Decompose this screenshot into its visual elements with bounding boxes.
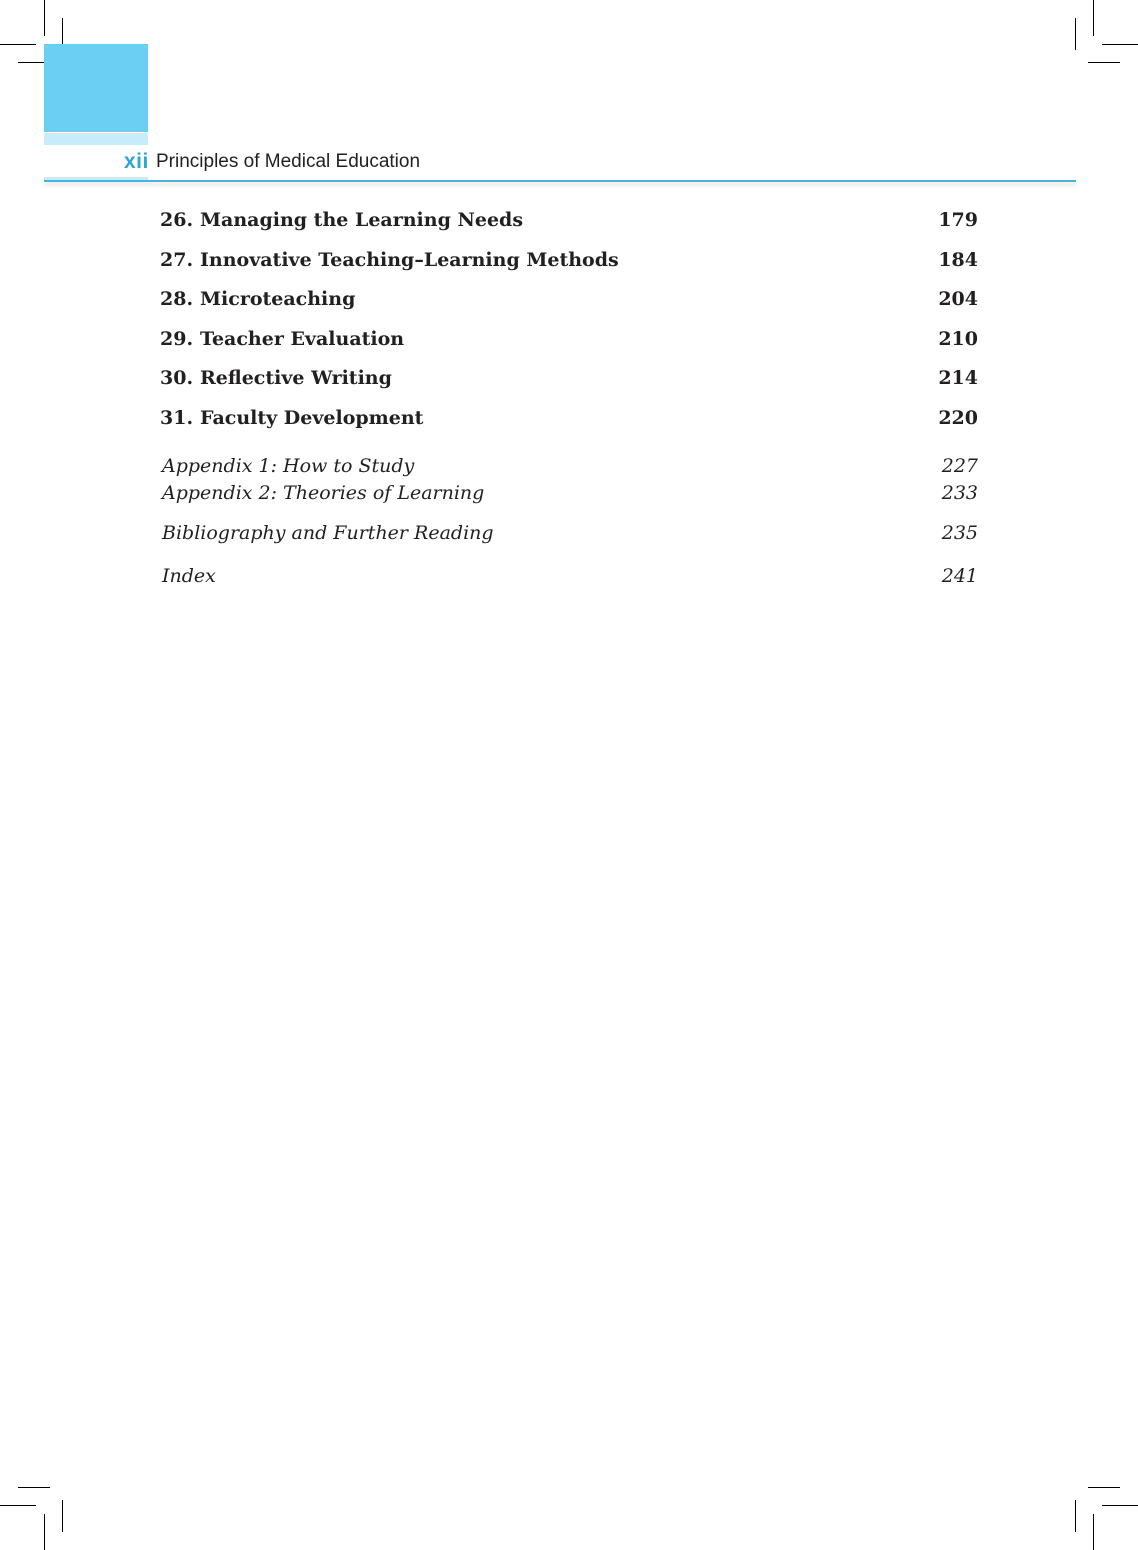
toc-entry xyxy=(160,206,978,234)
toc-entry-title: Innovative Teaching–Learning Methods xyxy=(200,249,619,271)
crop-mark xyxy=(0,44,36,45)
crop-mark xyxy=(62,1500,63,1532)
toc-entry-page: 210 xyxy=(938,328,978,350)
toc-entry-number: 30. xyxy=(160,367,194,389)
toc-entry-title: Index xyxy=(162,565,216,587)
toc-entry xyxy=(160,404,978,432)
page-folio: xii xyxy=(124,150,149,173)
header-rule xyxy=(44,180,1076,182)
toc-entry-title: Reflective Writing xyxy=(200,367,392,389)
toc-backmatter-entry xyxy=(162,479,978,507)
crop-mark xyxy=(1102,1505,1138,1506)
toc-entry-page: 184 xyxy=(938,249,978,271)
crop-mark xyxy=(0,1505,36,1506)
toc-entry-page: 241 xyxy=(941,565,978,587)
crop-mark xyxy=(18,1487,50,1488)
toc-entry-title: Faculty Development xyxy=(200,407,424,429)
toc-entry-number: 31. xyxy=(160,407,194,429)
toc-entry xyxy=(160,325,978,353)
toc-entry-page: 220 xyxy=(938,407,978,429)
toc-entry xyxy=(160,285,978,313)
crop-mark xyxy=(1075,18,1076,50)
toc-entry-title: Managing the Learning Needs xyxy=(200,209,524,231)
header-color-block xyxy=(44,44,148,132)
crop-mark xyxy=(1088,1487,1120,1488)
crop-mark xyxy=(1075,1500,1076,1532)
crop-mark xyxy=(1093,0,1094,36)
toc-entry-title: Bibliography and Further Reading xyxy=(162,522,494,544)
crop-mark xyxy=(44,0,45,36)
toc-backmatter-entry xyxy=(162,562,978,590)
toc-entry-number: 29. xyxy=(160,328,194,350)
toc-entry xyxy=(160,364,978,392)
toc-entry-page: 227 xyxy=(941,455,978,477)
toc-entry-title: Teacher Evaluation xyxy=(200,328,405,350)
toc-entry-title: Appendix 1: How to Study xyxy=(162,455,415,477)
toc-entry-number: 26. xyxy=(160,209,194,231)
running-title: Principles of Medical Education xyxy=(156,151,421,172)
header-color-strip xyxy=(44,133,148,145)
toc-entry-page: 235 xyxy=(941,522,978,544)
toc-entry-page: 233 xyxy=(941,482,978,504)
toc-entry-page: 214 xyxy=(938,367,978,389)
toc-entry-page: 179 xyxy=(938,209,978,231)
crop-mark xyxy=(1088,62,1120,63)
toc-entry-page: 204 xyxy=(938,288,978,310)
crop-mark xyxy=(1102,44,1138,45)
crop-mark xyxy=(1093,1514,1094,1550)
toc-entry-title: Microteaching xyxy=(200,288,356,310)
toc-backmatter-entry xyxy=(162,452,978,480)
toc-entry xyxy=(160,246,978,274)
toc-entry-number: 27. xyxy=(160,249,194,271)
toc-backmatter-entry xyxy=(162,519,978,547)
crop-mark xyxy=(44,1514,45,1550)
toc-entry-number: 28. xyxy=(160,288,194,310)
toc-entry-title: Appendix 2: Theories of Learning xyxy=(162,482,485,504)
